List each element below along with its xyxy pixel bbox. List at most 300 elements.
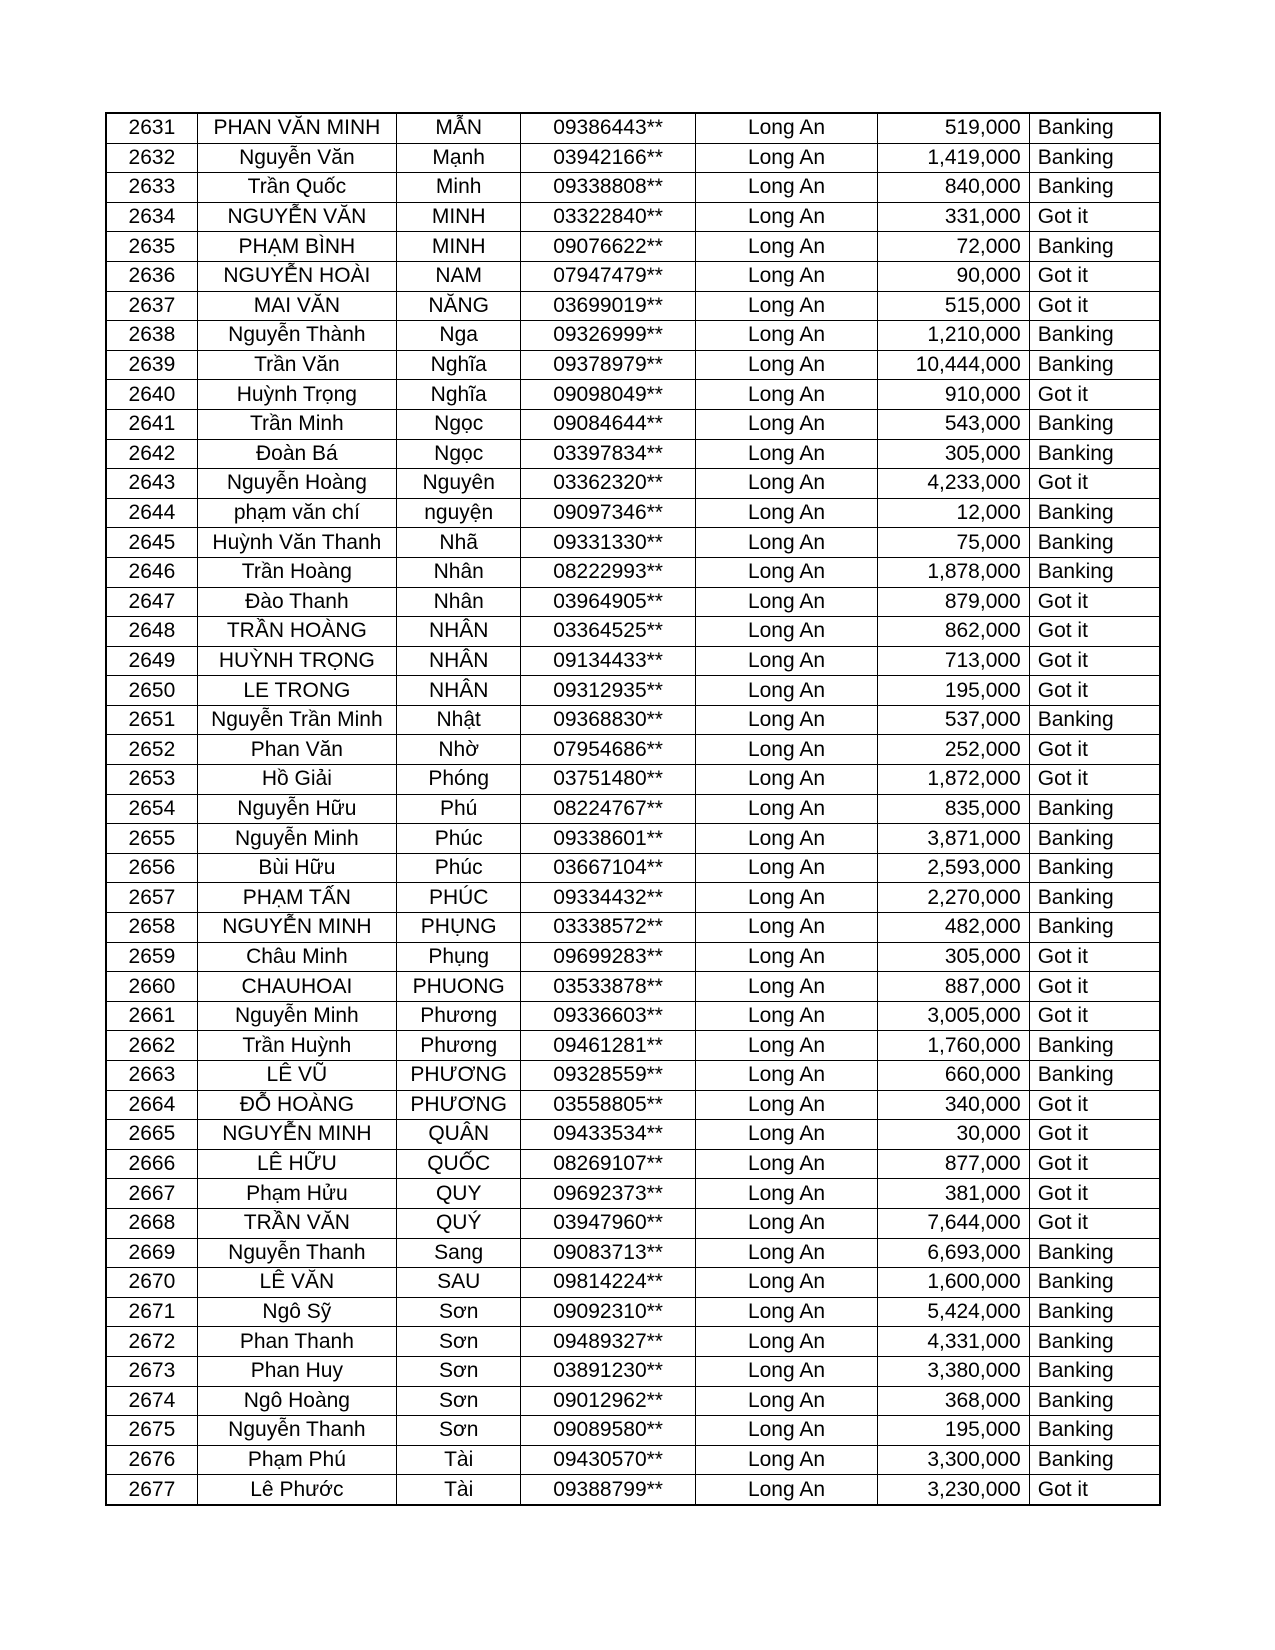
- table-row: [106, 1090, 1160, 1120]
- province-cell: Long An: [695, 765, 878, 795]
- payment-method-cell: Banking: [1029, 1327, 1160, 1357]
- row-number-cell: 2659: [106, 942, 197, 972]
- province-cell: Long An: [695, 705, 878, 735]
- row-number-cell: 2636: [106, 261, 197, 291]
- province-cell: Long An: [695, 1061, 878, 1091]
- payment-method-cell: Banking: [1029, 1297, 1160, 1327]
- family-name-cell: Ngọc: [396, 409, 520, 439]
- given-name-cell: TRẦN HOÀNG: [197, 617, 396, 647]
- amount-cell: 660,000: [878, 1061, 1029, 1091]
- table-row: [106, 735, 1160, 765]
- given-name-cell: Trần Minh: [197, 409, 396, 439]
- table-row: [106, 1416, 1160, 1446]
- amount-cell: 543,000: [878, 409, 1029, 439]
- row-number-cell: 2677: [106, 1475, 197, 1505]
- province-cell: Long An: [695, 143, 878, 173]
- given-name-cell: Đào Thanh: [197, 587, 396, 617]
- table-row: [106, 439, 1160, 469]
- province-cell: Long An: [695, 557, 878, 587]
- phone-number-cell: 03338572**: [521, 913, 695, 943]
- payment-method-cell: Got it: [1029, 261, 1160, 291]
- amount-cell: 72,000: [878, 232, 1029, 262]
- province-cell: Long An: [695, 587, 878, 617]
- family-name-cell: Phương: [396, 1031, 520, 1061]
- family-name-cell: Sơn: [396, 1416, 520, 1446]
- table-row: [106, 1297, 1160, 1327]
- table-row: [106, 1475, 1160, 1505]
- province-cell: Long An: [695, 913, 878, 943]
- table-row: [106, 1120, 1160, 1150]
- payment-method-cell: Got it: [1029, 291, 1160, 321]
- province-cell: Long An: [695, 972, 878, 1002]
- row-number-cell: 2671: [106, 1297, 197, 1327]
- row-number-cell: 2642: [106, 439, 197, 469]
- row-number-cell: 2634: [106, 202, 197, 232]
- table-row: [106, 291, 1160, 321]
- amount-cell: 3,871,000: [878, 824, 1029, 854]
- family-name-cell: PHUONG: [396, 972, 520, 1002]
- province-cell: Long An: [695, 1120, 878, 1150]
- province-cell: Long An: [695, 1445, 878, 1475]
- row-number-cell: 2643: [106, 469, 197, 499]
- payment-method-cell: Banking: [1029, 321, 1160, 351]
- row-number-cell: 2640: [106, 380, 197, 410]
- amount-cell: 1,872,000: [878, 765, 1029, 795]
- family-name-cell: QUỐC: [396, 1149, 520, 1179]
- given-name-cell: Ngô Hoàng: [197, 1386, 396, 1416]
- family-name-cell: Sơn: [396, 1327, 520, 1357]
- amount-cell: 305,000: [878, 942, 1029, 972]
- table-row: [106, 173, 1160, 203]
- province-cell: Long An: [695, 528, 878, 558]
- phone-number-cell: 03751480**: [521, 765, 695, 795]
- province-cell: Long An: [695, 173, 878, 203]
- amount-cell: 195,000: [878, 676, 1029, 706]
- table-row: [106, 824, 1160, 854]
- row-number-cell: 2676: [106, 1445, 197, 1475]
- phone-number-cell: 09089580**: [521, 1416, 695, 1446]
- given-name-cell: Nguyễn Hoàng: [197, 469, 396, 499]
- payment-method-cell: Banking: [1029, 705, 1160, 735]
- row-number-cell: 2631: [106, 113, 197, 143]
- amount-cell: 1,878,000: [878, 557, 1029, 587]
- payment-method-cell: Banking: [1029, 1416, 1160, 1446]
- given-name-cell: Nguyễn Thanh: [197, 1238, 396, 1268]
- table-row: [106, 853, 1160, 883]
- phone-number-cell: 09328559**: [521, 1061, 695, 1091]
- row-number-cell: 2660: [106, 972, 197, 1002]
- payment-method-cell: Banking: [1029, 232, 1160, 262]
- given-name-cell: NGUYỄN MINH: [197, 913, 396, 943]
- amount-cell: 515,000: [878, 291, 1029, 321]
- phone-number-cell: 09430570**: [521, 1445, 695, 1475]
- amount-cell: 1,760,000: [878, 1031, 1029, 1061]
- province-cell: Long An: [695, 1297, 878, 1327]
- row-number-cell: 2668: [106, 1208, 197, 1238]
- family-name-cell: Mạnh: [396, 143, 520, 173]
- table-row: [106, 913, 1160, 943]
- province-cell: Long An: [695, 380, 878, 410]
- table-row: [106, 321, 1160, 351]
- amount-cell: 537,000: [878, 705, 1029, 735]
- phone-number-cell: 09461281**: [521, 1031, 695, 1061]
- table-row: [106, 498, 1160, 528]
- row-number-cell: 2661: [106, 1001, 197, 1031]
- province-cell: Long An: [695, 469, 878, 499]
- province-cell: Long An: [695, 676, 878, 706]
- payment-method-cell: Got it: [1029, 1120, 1160, 1150]
- table-row: [106, 1445, 1160, 1475]
- amount-cell: 3,380,000: [878, 1356, 1029, 1386]
- row-number-cell: 2672: [106, 1327, 197, 1357]
- table-row: [106, 261, 1160, 291]
- given-name-cell: phạm văn chí: [197, 498, 396, 528]
- province-cell: Long An: [695, 498, 878, 528]
- amount-cell: 6,693,000: [878, 1238, 1029, 1268]
- phone-number-cell: 03364525**: [521, 617, 695, 647]
- row-number-cell: 2654: [106, 794, 197, 824]
- phone-number-cell: 09312935**: [521, 676, 695, 706]
- given-name-cell: Lê Phước: [197, 1475, 396, 1505]
- family-name-cell: Nhật: [396, 705, 520, 735]
- row-number-cell: 2638: [106, 321, 197, 351]
- given-name-cell: Trần Văn: [197, 350, 396, 380]
- phone-number-cell: 03891230**: [521, 1356, 695, 1386]
- payment-method-cell: Got it: [1029, 735, 1160, 765]
- table-row: [106, 794, 1160, 824]
- given-name-cell: Nguyễn Thành: [197, 321, 396, 351]
- province-cell: Long An: [695, 1327, 878, 1357]
- row-number-cell: 2663: [106, 1061, 197, 1091]
- given-name-cell: Nguyễn Trần Minh: [197, 705, 396, 735]
- phone-number-cell: 03947960**: [521, 1208, 695, 1238]
- table-row: [106, 409, 1160, 439]
- table-row: [106, 1179, 1160, 1209]
- family-name-cell: Minh: [396, 173, 520, 203]
- amount-cell: 1,600,000: [878, 1268, 1029, 1298]
- family-name-cell: Nhân: [396, 587, 520, 617]
- province-cell: Long An: [695, 232, 878, 262]
- amount-cell: 10,444,000: [878, 350, 1029, 380]
- family-name-cell: Phúc: [396, 853, 520, 883]
- given-name-cell: Nguyễn Thanh: [197, 1416, 396, 1446]
- province-cell: Long An: [695, 824, 878, 854]
- phone-number-cell: 09378979**: [521, 350, 695, 380]
- province-cell: Long An: [695, 1031, 878, 1061]
- given-name-cell: LE TRONG: [197, 676, 396, 706]
- amount-cell: 12,000: [878, 498, 1029, 528]
- given-name-cell: Đoàn Bá: [197, 439, 396, 469]
- family-name-cell: Nhờ: [396, 735, 520, 765]
- phone-number-cell: 09386443**: [521, 113, 695, 143]
- payment-method-cell: Got it: [1029, 1149, 1160, 1179]
- phone-number-cell: 09331330**: [521, 528, 695, 558]
- phone-number-cell: 09098049**: [521, 380, 695, 410]
- row-number-cell: 2675: [106, 1416, 197, 1446]
- amount-cell: 30,000: [878, 1120, 1029, 1150]
- table-row: [106, 380, 1160, 410]
- phone-number-cell: 09076622**: [521, 232, 695, 262]
- row-number-cell: 2644: [106, 498, 197, 528]
- row-number-cell: 2667: [106, 1179, 197, 1209]
- province-cell: Long An: [695, 291, 878, 321]
- province-cell: Long An: [695, 1475, 878, 1505]
- amount-cell: 482,000: [878, 913, 1029, 943]
- province-cell: Long An: [695, 261, 878, 291]
- payment-method-cell: Banking: [1029, 439, 1160, 469]
- payment-method-cell: Banking: [1029, 794, 1160, 824]
- family-name-cell: Sơn: [396, 1386, 520, 1416]
- payment-method-cell: Got it: [1029, 646, 1160, 676]
- table-row: [106, 1327, 1160, 1357]
- phone-number-cell: 03558805**: [521, 1090, 695, 1120]
- province-cell: Long An: [695, 350, 878, 380]
- family-name-cell: Nguyên: [396, 469, 520, 499]
- table-row: [106, 1238, 1160, 1268]
- family-name-cell: Sang: [396, 1238, 520, 1268]
- phone-number-cell: 09012962**: [521, 1386, 695, 1416]
- amount-cell: 3,005,000: [878, 1001, 1029, 1031]
- given-name-cell: NGUYỄN MINH: [197, 1120, 396, 1150]
- phone-number-cell: 09489327**: [521, 1327, 695, 1357]
- table-row: [106, 587, 1160, 617]
- amount-cell: 519,000: [878, 113, 1029, 143]
- table-row: [106, 617, 1160, 647]
- table-row: [106, 113, 1160, 143]
- given-name-cell: Phạm Phú: [197, 1445, 396, 1475]
- payment-method-cell: Banking: [1029, 409, 1160, 439]
- family-name-cell: Nga: [396, 321, 520, 351]
- province-cell: Long An: [695, 883, 878, 913]
- row-number-cell: 2641: [106, 409, 197, 439]
- table-row: [106, 232, 1160, 262]
- payment-method-cell: Banking: [1029, 1238, 1160, 1268]
- amount-cell: 3,300,000: [878, 1445, 1029, 1475]
- family-name-cell: NHÂN: [396, 676, 520, 706]
- given-name-cell: LÊ VĂN: [197, 1268, 396, 1298]
- payment-method-cell: Banking: [1029, 1061, 1160, 1091]
- payment-method-cell: Banking: [1029, 143, 1160, 173]
- payment-method-cell: Got it: [1029, 587, 1160, 617]
- phone-number-cell: 09334432**: [521, 883, 695, 913]
- family-name-cell: QUÝ: [396, 1208, 520, 1238]
- table-row: [106, 1149, 1160, 1179]
- phone-number-cell: 09336603**: [521, 1001, 695, 1031]
- family-name-cell: Nhã: [396, 528, 520, 558]
- payment-method-cell: Got it: [1029, 202, 1160, 232]
- family-name-cell: Tài: [396, 1475, 520, 1505]
- payment-method-cell: Got it: [1029, 1475, 1160, 1505]
- family-name-cell: Ngọc: [396, 439, 520, 469]
- row-number-cell: 2653: [106, 765, 197, 795]
- province-cell: Long An: [695, 439, 878, 469]
- amount-cell: 5,424,000: [878, 1297, 1029, 1327]
- amount-cell: 340,000: [878, 1090, 1029, 1120]
- row-number-cell: 2670: [106, 1268, 197, 1298]
- province-cell: Long An: [695, 1238, 878, 1268]
- payment-method-cell: Got it: [1029, 1179, 1160, 1209]
- payment-method-cell: Got it: [1029, 765, 1160, 795]
- amount-cell: 713,000: [878, 646, 1029, 676]
- phone-number-cell: 03699019**: [521, 291, 695, 321]
- given-name-cell: TRẦN VĂN: [197, 1208, 396, 1238]
- family-name-cell: PHÚC: [396, 883, 520, 913]
- given-name-cell: NGUYỄN HOÀI: [197, 261, 396, 291]
- phone-number-cell: 03322840**: [521, 202, 695, 232]
- row-number-cell: 2639: [106, 350, 197, 380]
- family-name-cell: NHÂN: [396, 646, 520, 676]
- phone-number-cell: 09814224**: [521, 1268, 695, 1298]
- phone-number-cell: 07947479**: [521, 261, 695, 291]
- amount-cell: 910,000: [878, 380, 1029, 410]
- given-name-cell: Phan Văn: [197, 735, 396, 765]
- payment-method-cell: Banking: [1029, 1445, 1160, 1475]
- row-number-cell: 2657: [106, 883, 197, 913]
- province-cell: Long An: [695, 1179, 878, 1209]
- province-cell: Long An: [695, 1001, 878, 1031]
- given-name-cell: Nguyễn Văn: [197, 143, 396, 173]
- amount-cell: 252,000: [878, 735, 1029, 765]
- amount-cell: 862,000: [878, 617, 1029, 647]
- amount-cell: 381,000: [878, 1179, 1029, 1209]
- given-name-cell: Huỳnh Trọng: [197, 380, 396, 410]
- given-name-cell: CHAUHOAI: [197, 972, 396, 1002]
- amount-cell: 1,210,000: [878, 321, 1029, 351]
- payment-method-cell: Banking: [1029, 350, 1160, 380]
- family-name-cell: MINH: [396, 232, 520, 262]
- amount-cell: 4,331,000: [878, 1327, 1029, 1357]
- row-number-cell: 2673: [106, 1356, 197, 1386]
- phone-number-cell: 09368830**: [521, 705, 695, 735]
- table-row: [106, 1356, 1160, 1386]
- phone-number-cell: 09338601**: [521, 824, 695, 854]
- table-row: [106, 350, 1160, 380]
- row-number-cell: 2637: [106, 291, 197, 321]
- row-number-cell: 2645: [106, 528, 197, 558]
- family-name-cell: SAU: [396, 1268, 520, 1298]
- amount-cell: 887,000: [878, 972, 1029, 1002]
- payment-method-cell: Got it: [1029, 380, 1160, 410]
- province-cell: Long An: [695, 735, 878, 765]
- payment-method-cell: Banking: [1029, 853, 1160, 883]
- table-row: [106, 1001, 1160, 1031]
- payment-method-cell: Got it: [1029, 972, 1160, 1002]
- family-name-cell: PHƯƠNG: [396, 1061, 520, 1091]
- given-name-cell: Bùi Hữu: [197, 853, 396, 883]
- province-cell: Long An: [695, 1090, 878, 1120]
- given-name-cell: Phan Huy: [197, 1356, 396, 1386]
- phone-number-cell: 09433534**: [521, 1120, 695, 1150]
- table-row: [106, 646, 1160, 676]
- given-name-cell: Trần Huỳnh: [197, 1031, 396, 1061]
- amount-cell: 4,233,000: [878, 469, 1029, 499]
- table-row: [106, 1268, 1160, 1298]
- payment-method-cell: Banking: [1029, 557, 1160, 587]
- table-row: [106, 1208, 1160, 1238]
- given-name-cell: Ngô Sỹ: [197, 1297, 396, 1327]
- family-name-cell: nguyện: [396, 498, 520, 528]
- family-name-cell: NAM: [396, 261, 520, 291]
- payment-method-cell: Banking: [1029, 1356, 1160, 1386]
- phone-number-cell: 03362320**: [521, 469, 695, 499]
- row-number-cell: 2635: [106, 232, 197, 262]
- phone-number-cell: 09338808**: [521, 173, 695, 203]
- given-name-cell: HUỲNH TRỌNG: [197, 646, 396, 676]
- province-cell: Long An: [695, 794, 878, 824]
- given-name-cell: Nguyễn Minh: [197, 1001, 396, 1031]
- table-row: [106, 528, 1160, 558]
- amount-cell: 195,000: [878, 1416, 1029, 1446]
- row-number-cell: 2656: [106, 853, 197, 883]
- given-name-cell: PHAN VĂN MINH: [197, 113, 396, 143]
- payment-method-cell: Got it: [1029, 942, 1160, 972]
- given-name-cell: NGUYỄN VĂN: [197, 202, 396, 232]
- province-cell: Long An: [695, 409, 878, 439]
- given-name-cell: Hồ Giải: [197, 765, 396, 795]
- family-name-cell: Phú: [396, 794, 520, 824]
- phone-number-cell: 03397834**: [521, 439, 695, 469]
- payment-method-cell: Banking: [1029, 173, 1160, 203]
- province-cell: Long An: [695, 853, 878, 883]
- phone-number-cell: 03667104**: [521, 853, 695, 883]
- phone-number-cell: 09326999**: [521, 321, 695, 351]
- amount-cell: 7,644,000: [878, 1208, 1029, 1238]
- family-name-cell: MẪN: [396, 113, 520, 143]
- family-name-cell: Phương: [396, 1001, 520, 1031]
- table-row: [106, 1031, 1160, 1061]
- province-cell: Long An: [695, 1268, 878, 1298]
- given-name-cell: PHẠM TẤN: [197, 883, 396, 913]
- phone-number-cell: 03964905**: [521, 587, 695, 617]
- row-number-cell: 2665: [106, 1120, 197, 1150]
- family-name-cell: Sơn: [396, 1297, 520, 1327]
- amount-cell: 2,593,000: [878, 853, 1029, 883]
- table-row: [106, 557, 1160, 587]
- row-number-cell: 2632: [106, 143, 197, 173]
- given-name-cell: MAI VĂN: [197, 291, 396, 321]
- table-row: [106, 942, 1160, 972]
- payment-method-cell: Banking: [1029, 913, 1160, 943]
- given-name-cell: Trần Hoàng: [197, 557, 396, 587]
- row-number-cell: 2646: [106, 557, 197, 587]
- given-name-cell: LÊ HỮU: [197, 1149, 396, 1179]
- payment-method-cell: Got it: [1029, 469, 1160, 499]
- phone-number-cell: 08222993**: [521, 557, 695, 587]
- phone-number-cell: 07954686**: [521, 735, 695, 765]
- payment-method-cell: Got it: [1029, 1001, 1160, 1031]
- province-cell: Long An: [695, 617, 878, 647]
- amount-cell: 1,419,000: [878, 143, 1029, 173]
- given-name-cell: PHẠM BÌNH: [197, 232, 396, 262]
- phone-number-cell: 09388799**: [521, 1475, 695, 1505]
- family-name-cell: Phúc: [396, 824, 520, 854]
- payment-method-cell: Got it: [1029, 617, 1160, 647]
- recipient-table: [105, 112, 1161, 1506]
- phone-number-cell: 09083713**: [521, 1238, 695, 1268]
- province-cell: Long An: [695, 1356, 878, 1386]
- family-name-cell: PHƯƠNG: [396, 1090, 520, 1120]
- province-cell: Long An: [695, 942, 878, 972]
- family-name-cell: Sơn: [396, 1356, 520, 1386]
- row-number-cell: 2658: [106, 913, 197, 943]
- phone-number-cell: 08224767**: [521, 794, 695, 824]
- family-name-cell: Tài: [396, 1445, 520, 1475]
- row-number-cell: 2666: [106, 1149, 197, 1179]
- table-row: [106, 1386, 1160, 1416]
- amount-cell: 879,000: [878, 587, 1029, 617]
- payment-method-cell: Banking: [1029, 1268, 1160, 1298]
- family-name-cell: NĂNG: [396, 291, 520, 321]
